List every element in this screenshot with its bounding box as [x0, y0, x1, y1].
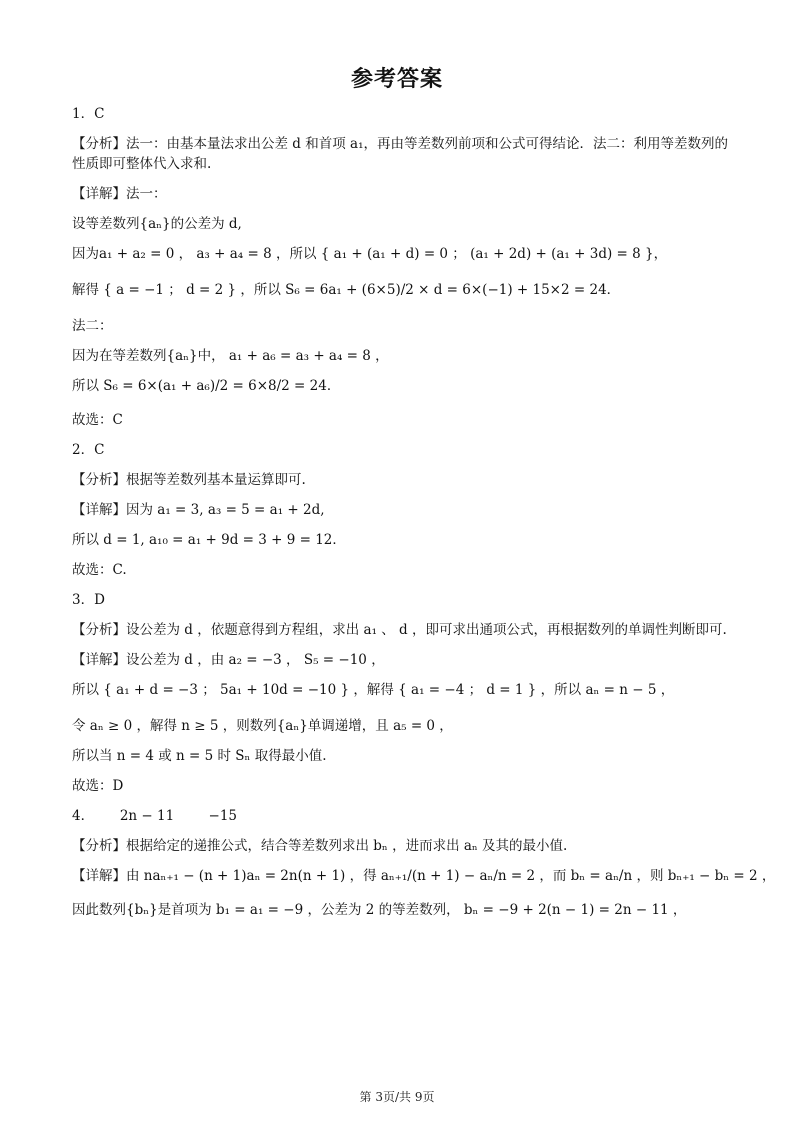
detail-heading: 【详解】法一：	[72, 186, 167, 202]
solution-line: 令 aₙ ≥ 0 ，解得 n ≥ 5 ，则数列{aₙ}单调递增，且 a₅ = 0 ，	[72, 718, 453, 734]
analysis-text: 【分析】设公差为 d ，依题意得到方程组，求出 a₁ 、 d ，即可求出通项公式，再根据数列的单调性判断即可.	[72, 622, 727, 638]
solution-line: 因此数列{bₙ}是首项为 b₁ = a₁ = −9 ，公差为 2 的等差数列， bₙ = −9 + 2(n − 1) = 2n − 11 ，	[72, 902, 687, 918]
analysis-text: 【分析】根据等差数列基本量运算即可.	[72, 472, 306, 488]
solution-line: 解得 { a = −1 ； d = 2 } ，所以 S₆ = 6a₁ + (6×5)/2 × d = 6×(−1) + 15×2 = 24．	[72, 282, 621, 298]
solution-line: 所以 d = 1, a₁₀ = a₁ + 9d = 3 + 9 = 12．	[72, 532, 346, 548]
solution-line: 因为在等差数列{aₙ}中， a₁ + a₆ = a₃ + a₄ = 8 ，	[72, 348, 389, 364]
analysis-text: 【分析】根据给定的递推公式，结合等差数列求出 bₙ ，进而求出 aₙ 及其的最小值.	[72, 838, 568, 854]
solution-line: 所以 { a₁ + d = −3 ； 5a₁ + 10d = −10 } ，解得 { a₁ = −4 ； d = 1 } ，所以 aₙ = n − 5 ，	[72, 682, 675, 698]
answer-number: 1．C	[72, 106, 105, 122]
page-title: 参考答案	[350, 67, 443, 92]
solution-line: 设等差数列{aₙ}的公差为 d,	[72, 216, 242, 232]
solution-line: 所以 S₆ = 6×(a₁ + a₆)/2 = 6×8/2 = 24．	[72, 378, 341, 394]
answer-choice: 故选：D	[72, 778, 124, 794]
solution-line: 【详解】由 naₙ₊₁ − (n + 1)aₙ = 2n(n + 1) ，得 aₙ₊₁/(n + 1) − aₙ/n = 2 ，而 bₙ = aₙ/n ，则 bₙ₊₁ − bₙ = 2 ，	[72, 868, 776, 884]
page-footer: 第 3页/共 9页	[359, 1090, 435, 1104]
solution-line: 【详解】设公差为 d ，由 a₂ = −3 ， S₅ = −10 ，	[72, 652, 385, 668]
answer-choice: 故选：C.	[72, 562, 127, 578]
solution-line: 【详解】因为 a₁ = 3, a₃ = 5 = a₁ + 2d,	[72, 502, 325, 518]
answer-number: 2．C	[72, 442, 105, 458]
method-heading: 法二：	[72, 318, 113, 334]
answer-content	[72, 104, 776, 930]
answer-choice: 故选：C	[72, 412, 123, 428]
analysis-text: 【分析】法一：由基本量法求出公差 d 和首项 a₁，再由等差数列前项和公式可得结论．法二：利用等差数列的性质即可整体代入求和.	[72, 136, 728, 172]
answer-number: 3．D	[72, 592, 105, 608]
solution-line: 因为a₁ + a₂ = 0 ， a₃ + a₄ = 8 ，所以 { a₁ + (a₁ + d) = 0 ； (a₁ + 2d) + (a₁ + 3d) = 8 }，	[72, 246, 668, 262]
solution-line: 所以当 n = 4 或 n = 5 时 Sₙ 取得最小值.	[72, 748, 327, 764]
answer-number: 4． 2n − 11 −15	[72, 808, 238, 824]
